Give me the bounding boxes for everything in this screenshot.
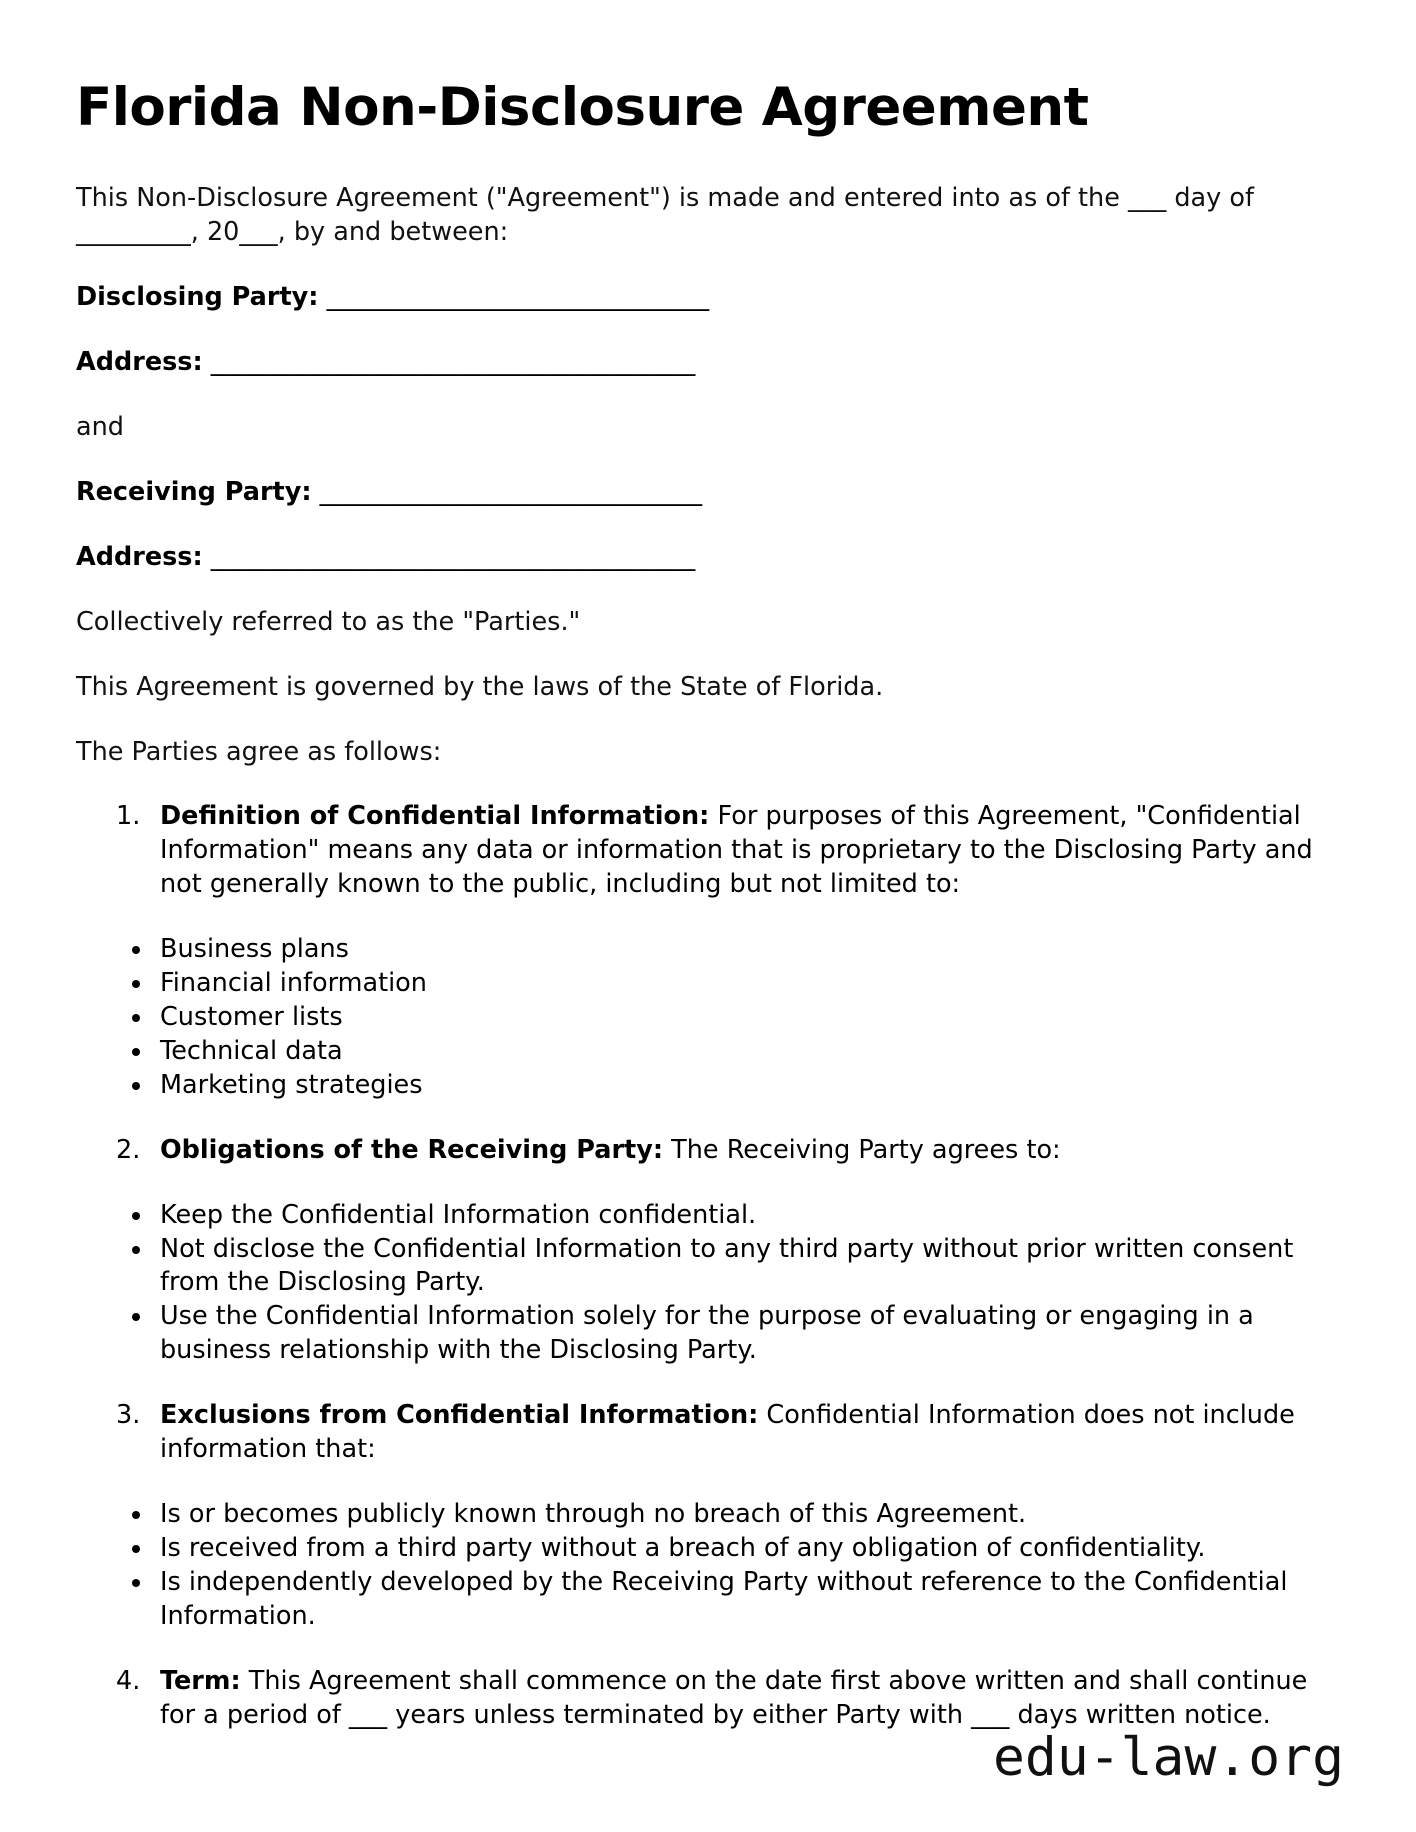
disclosing-party-label: Disclosing Party: <box>76 282 319 313</box>
list-item: • Technical data <box>154 1035 1336 1069</box>
list-item: • Use the Confidential Information solely for the purpose of evaluating or engaging in a business relationship with the Disclosing Party. <box>154 1300 1336 1368</box>
clause-list-3 <box>76 1399 1336 1467</box>
clause-list-1 <box>76 800 1336 902</box>
collectively-paragraph: Collectively referred to as the "Parties." <box>76 606 581 637</box>
clause-number: 3. <box>116 1400 141 1431</box>
spacer <box>76 1634 1336 1665</box>
page-title: Florida Non-Disclosure Agreement <box>76 77 1089 138</box>
governing-law-paragraph: This Agreement is governed by the laws of the State of Florida. <box>76 671 884 702</box>
disclosing-address-blank[interactable]: ______________________________________ <box>210 347 696 378</box>
receiving-party-field <box>76 476 1336 510</box>
clause-heading: Obligations of the Receiving Party: <box>160 1134 664 1165</box>
clause-item <box>116 1399 1336 1467</box>
list-item: • Is or becomes publicly known through no breach of this Agreement. <box>154 1498 1336 1532</box>
clause-list-4 <box>76 1665 1336 1733</box>
receiving-address-label: Address: <box>76 541 203 572</box>
disclosing-address-label: Address: <box>76 347 203 378</box>
conjunction-and: and <box>76 412 124 443</box>
disclosing-party-blank[interactable]: ______________________________ <box>326 282 710 313</box>
list-item: • Customer lists <box>154 1001 1336 1035</box>
intro-paragraph: This Non-Disclosure Agreement ("Agreement") is made and entered into as of the ___ day of _________, 20___, by and between: <box>76 183 1254 248</box>
bullet-list-2 <box>76 1199 1336 1369</box>
receiving-address-field <box>76 541 1336 575</box>
list-item: • Business plans <box>154 933 1336 967</box>
spacer <box>76 1168 1336 1199</box>
clause-heading: Definition of Confidential Information: <box>160 801 710 832</box>
list-item: • Financial information <box>154 967 1336 1001</box>
clause-list-2 <box>76 1134 1336 1168</box>
disclosing-party-field <box>76 281 1336 315</box>
clause-body: This Agreement shall commence on the date first above written and shall continue for a period of ___ years unless terminated by either Party with ___ days written notice. <box>160 1665 1308 1730</box>
agree-lead-paragraph: The Parties agree as follows: <box>76 736 442 767</box>
spacer <box>76 1467 1336 1498</box>
clause-item <box>116 1665 1336 1733</box>
list-item: • Not disclose the Confidential Information to any third party without prior written consent from the Disclosing Party. <box>154 1233 1336 1301</box>
watermark: edu-law.org <box>993 1727 1344 1788</box>
spacer <box>76 1103 1336 1134</box>
clause-heading: Exclusions from Confidential Information: <box>160 1400 759 1431</box>
disclosing-address-field <box>76 346 1336 380</box>
bullet-list-3 <box>76 1498 1336 1634</box>
clause-body: For purposes of this Agreement, "Confidential Information" means any data or information that is proprietary to the Disclosing Party and not generally known to the public, including but not limited to: <box>160 801 1313 900</box>
clause-number: 2. <box>116 1134 141 1165</box>
list-item: • Marketing strategies <box>154 1069 1336 1103</box>
receiving-address-blank[interactable]: ______________________________________ <box>210 541 696 572</box>
receiving-party-blank[interactable]: ______________________________ <box>319 476 703 507</box>
clause-body: The Receiving Party agrees to: <box>663 1134 1061 1165</box>
receiving-party-label: Receiving Party: <box>76 476 312 507</box>
clause-item <box>116 800 1336 902</box>
spacer <box>76 902 1336 933</box>
spacer <box>76 1368 1336 1399</box>
bullet-list-1 <box>76 933 1336 1103</box>
clause-number: 4. <box>116 1665 141 1696</box>
list-item: • Is independently developed by the Receiving Party without reference to the Confidential Information. <box>154 1566 1336 1634</box>
list-item: • Keep the Confidential Information confidential. <box>154 1199 1336 1233</box>
clause-item <box>116 1134 1336 1168</box>
clause-number: 1. <box>116 801 141 832</box>
clause-heading: Term: <box>160 1665 241 1696</box>
list-item: • Is received from a third party without a breach of any obligation of confidentiality. <box>154 1532 1336 1566</box>
clause-body: Confidential Information does not include information that: <box>160 1400 1295 1465</box>
